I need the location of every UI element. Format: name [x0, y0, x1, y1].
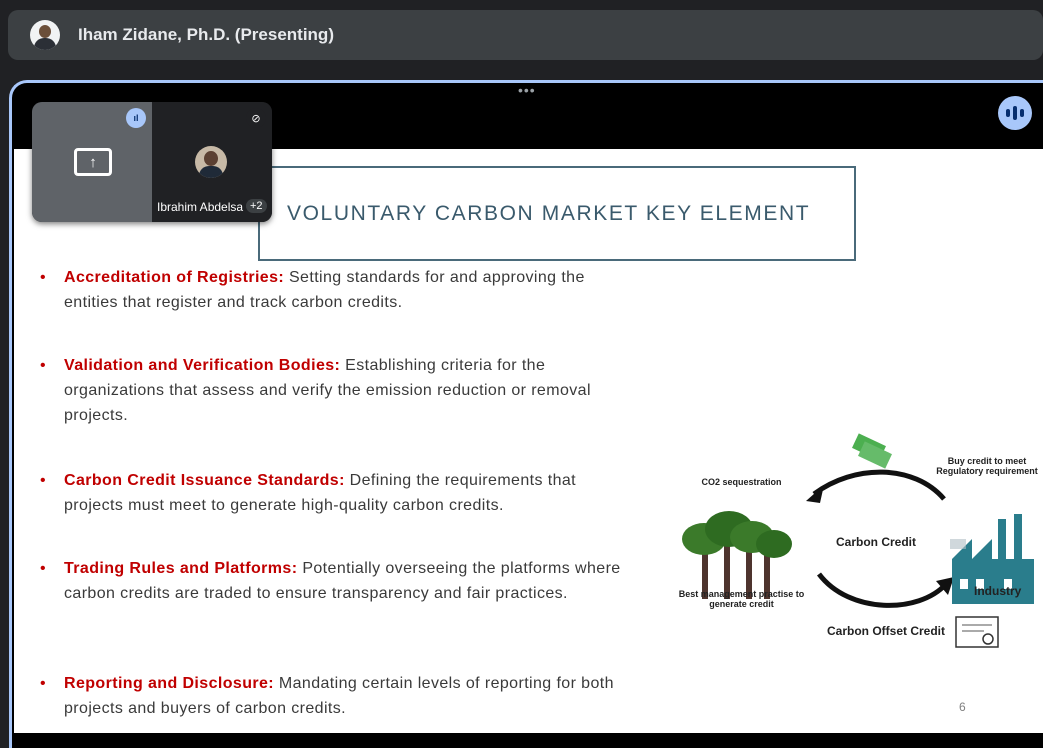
- more-options-icon[interactable]: •••: [518, 82, 536, 98]
- certificate-icon: [956, 617, 998, 647]
- more-participants-badge[interactable]: +2: [246, 199, 267, 213]
- bullet-text: Potentially overseeing the platforms where carbon credits are traded to ensure transparency and fair practices.: [64, 560, 621, 602]
- bullet-item: • Reporting and Disclosure: Mandating certain levels of reporting for both projects and buyers of carbon credits.: [40, 675, 614, 717]
- bullet-item: • Trading Rules and Platforms: Potentially overseeing the platforms where carbon credits are traded to ensure transparency and fair practices.: [40, 560, 621, 602]
- present-screen-icon: ↑: [74, 148, 112, 176]
- audio-level-icon: ıl: [126, 108, 146, 128]
- bullet-item: • Validation and Verification Bodies: Establishing criteria for the organizations that assess and verify the emission reduction or removal projects.: [40, 357, 591, 424]
- slide-title-box: [258, 166, 856, 261]
- screen-share-tile[interactable]: [32, 102, 152, 222]
- best-practice-label: Best management practise to generate credit: [678, 589, 805, 609]
- bullet-heading: Reporting and Disclosure:: [64, 675, 275, 692]
- bullet-text: Establishing criteria for the organizations that assess and verify the emission reduction or removal projects.: [64, 357, 591, 424]
- participant-name: Ibrahim Abdelsa: [157, 200, 244, 214]
- arrow-top: [814, 472, 944, 499]
- mic-muted-icon: ⊘: [246, 108, 266, 128]
- bullet-heading: Carbon Credit Issuance Standards:: [64, 472, 345, 489]
- carbon-credit-label: Carbon Credit: [836, 535, 917, 549]
- bullet-item: • Accreditation of Registries: Setting standards for and approving the entities that register and track carbon credits.: [40, 269, 585, 311]
- speaking-indicator-icon: [998, 96, 1032, 130]
- presenter-bar: [8, 10, 1043, 60]
- trees-icon: [682, 511, 792, 599]
- buy-credit-label: Buy credit to meet Regulatory requirement: [936, 456, 1038, 476]
- bullet-text: Mandating certain levels of reporting for both projects and buyers of carbon credits.: [64, 675, 614, 717]
- participants-panel[interactable]: [32, 102, 272, 222]
- industry-label: Industry: [974, 584, 1022, 598]
- bullet-heading: Accreditation of Registries:: [64, 269, 285, 286]
- bullet-item: • Carbon Credit Issuance Standards: Defining the requirements that projects must meet to generate high-quality carbon credits.: [40, 472, 577, 514]
- money-icon: [852, 433, 892, 468]
- presentation-tile[interactable]: [9, 80, 1043, 748]
- bullet-text: Setting standards for and approving the entities that register and track carbon credits.: [64, 269, 585, 311]
- bullet-heading: Validation and Verification Bodies:: [64, 357, 341, 374]
- participant-tile[interactable]: [152, 102, 272, 222]
- carbon-credit-diagram: [654, 419, 1038, 649]
- carbon-offset-label: Carbon Offset Credit: [827, 624, 946, 638]
- bullet-text: Defining the requirements that projects must meet to generate high-quality carbon credits.: [64, 472, 577, 514]
- page-number: 6: [959, 700, 966, 714]
- slide-title: VOLUNTARY CARBON MARKET KEY ELEMENT: [287, 201, 811, 225]
- co2-label: CO2 sequestration: [701, 477, 782, 487]
- participant-avatar: [195, 146, 227, 178]
- cycle-arrows: [654, 419, 1034, 649]
- slide: [14, 149, 1043, 733]
- bullet-heading: Trading Rules and Platforms:: [64, 560, 298, 577]
- presenter-avatar: [30, 20, 60, 50]
- arrow-bottom: [819, 574, 946, 605]
- presenter-title: Iham Zidane, Ph.D. (Presenting): [78, 25, 334, 44]
